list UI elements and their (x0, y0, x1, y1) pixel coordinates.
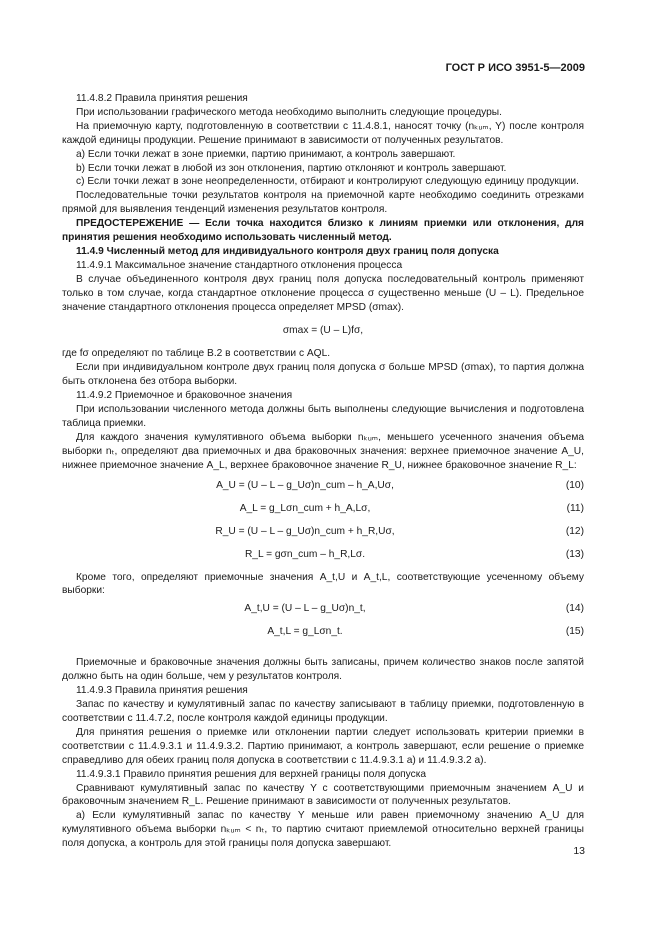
paragraph: Приемочные и браковочные значения должны быть записаны, причем количество знаков после запятой должно быть на один больше, чем у результатов контроля. (62, 657, 584, 683)
list-item: b) Если точки лежат в любой из зон отклонения, партию отклоняют и контроль завершают. (76, 162, 507, 174)
section-heading: 11.4.9 Численный метод для индивидуального контроля двух границ поля допуска (76, 245, 499, 257)
equation (62, 502, 584, 525)
paragraph: На приемочную карту, подготовленную в соответствии с 11.4.8.1, наносят точку (nₖᵤₘ, Y) после контроля каждой единицы продукции. Решение принимают в зависимости от полученных результатов. (62, 120, 584, 146)
equation-number: (13) (565, 548, 584, 560)
equation (62, 525, 584, 548)
equation (62, 625, 584, 648)
document-header: ГОСТ Р ИСО 3951-5—2009 (445, 62, 585, 74)
equation-formula: A_U = (U – L – g_Uσ)n_cum – h_A,Uσ, (216, 479, 394, 491)
equation-number: (12) (565, 525, 584, 537)
paragraph: Для каждого значения кумулятивного объема выборки nₖᵤₘ, меньшего усеченного значения объема выборки nₜ, определяют два приемочных и два браковочных значения: верхнее приемочное значение A_U, нижнее приемочное значение A_L, верхнее браковочное значение R_U, нижнее браковочное значение R_L: (62, 431, 584, 471)
equation-formula: R_L = gσn_cum – h_R,Lσ. (244, 548, 366, 560)
section-heading: 11.4.8.2 Правила принятия решения (76, 93, 248, 104)
equation-group-2 (62, 602, 584, 648)
equation-number: (11) (566, 502, 584, 514)
page-number: 13 (573, 845, 585, 857)
list-item: a) Если точки лежат в зоне приемки, партию принимают, а контроль завершают. (76, 148, 456, 160)
equation-formula: A_L = g_Lσn_cum + h_A,Lσ, (239, 502, 371, 514)
paragraph: Запас по качеству и кумулятивный запас по качеству записывают в таблицу приемки, подготовленную в соответствии с 11.4.7.2, после контроля каждой единицы продукции. (62, 699, 584, 724)
equation-formula: A_t,L = g_Lσn_t. (267, 626, 343, 638)
equation (62, 602, 584, 625)
paragraph: Если при индивидуальном контроле двух границ поля допуска σ больше MPSD (σmax), то партия должна быть отклонена без отбора выборки. (62, 362, 584, 388)
formula-sigma-max: σmax = (U – L)fσ, (282, 324, 364, 336)
equation-number: (14) (565, 603, 584, 615)
equation (62, 548, 584, 571)
equation-formula: R_U = (U – L – g_Uσ)n_cum + h_R,Uσ, (215, 525, 395, 537)
section-heading: 11.4.9.3 Правила принятия решения (76, 685, 248, 697)
equation-group-1 (62, 479, 584, 571)
section-heading: 11.4.9.2 Приемочное и браковочное значения (76, 390, 293, 402)
section-heading: 11.4.9.1 Максимальное значение стандартного отклонения процесса (76, 259, 403, 271)
equation-number: (15) (565, 626, 584, 638)
paragraph: где fσ определяют по таблице B.2 в соответствии с AQL. (62, 348, 331, 360)
page-body (62, 92, 584, 851)
paragraph: В случае объединенного контроля двух границ поля допуска последовательный контроль применяют только в том случае, когда стандартное отклонение процесса σ существенно меньше (U – L). Предельное значение стандартного отклонения процесса определяет MPSD (σmax). (62, 273, 584, 313)
paragraph: Сравнивают кумулятивный запас по качеству Y с соответствующими приемочным значением A_U и браковочным значением R_L. Решение принимают в зависимости от полученных результатов. (62, 782, 584, 808)
paragraph: При использовании графического метода необходимо выполнить следующие процедуры. (76, 106, 502, 118)
equation-formula: A_t,U = (U – L – g_Uσ)n_t, (244, 603, 366, 615)
equation (62, 479, 584, 502)
list-item: а) Если кумулятивный запас по качеству Y меньше или равен приемочному значению A_U для кумулятивного объема выборки nₖᵤₘ < nₜ, то партию считают приемлемой относительно верхней границы поля допуска, а контроль для этой границы поля допуска завершают. (62, 810, 584, 850)
warning-text: ПРЕДОСТЕРЕЖЕНИЕ — Если точка находится близко к линиям приемки или отклонения, для принятия решения необходимо использовать численный метод. (62, 218, 584, 244)
list-item: c) Если точки лежат в зоне неопределенности, отбирают и контролируют следующую единицу продукции. (76, 176, 579, 188)
paragraph: Кроме того, определяют приемочные значения A_t,U и A_t,L, соответствующие усеченному объему выборки: (62, 571, 584, 597)
equation-number: (10) (565, 479, 584, 491)
paragraph: Последовательные точки результатов контроля на приемочной карте необходимо соединить отрезками прямой для выявления тенденций изменения результатов контроля. (62, 190, 584, 216)
paragraph: При использовании численного метода должны быть выполнены следующие вычисления и подготовлена таблица приемки. (62, 404, 584, 429)
paragraph: Для принятия решения о приемке или отклонении партии следует использовать критерии приемки в соответствии с 11.4.9.3.1 и 11.4.9.3.2. Партию принимают, а контроль завершают, если решение о приемке справедливо для обеих границ поля допуска в соответствии с 11.4.9.3.1 а) и 11.4.9.3.2 а). (62, 726, 584, 766)
section-heading: 11.4.9.3.1 Правило принятия решения для верхней границы поля допуска (76, 768, 427, 780)
